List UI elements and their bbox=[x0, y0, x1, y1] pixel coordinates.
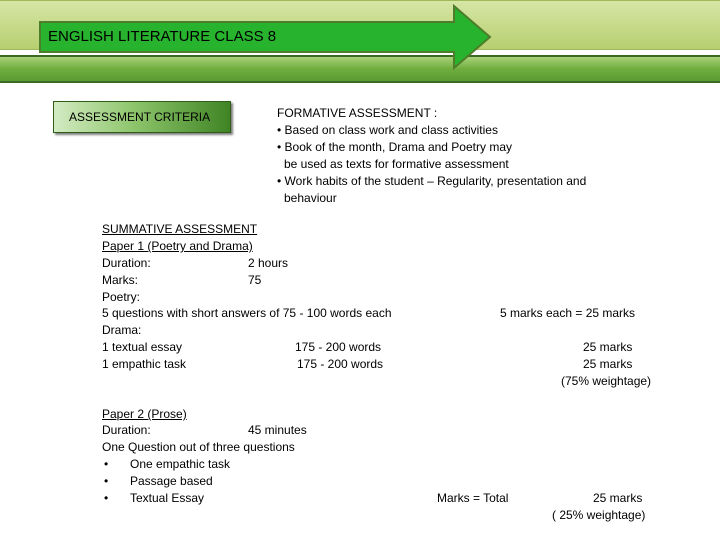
assessment-criteria-label: ASSESSMENT CRITERIA bbox=[69, 110, 211, 124]
paper2-duration-value: 45 minutes bbox=[248, 423, 307, 437]
poetry-label: Poetry: bbox=[102, 290, 141, 304]
essay-label: 1 textual essay bbox=[102, 340, 183, 354]
formative-bullet-text: Work habits of the student – Regularity, presentation and bbox=[284, 174, 587, 188]
formative-bullet-continuation: behaviour bbox=[284, 191, 337, 205]
paper2-bullet-text: Textual Essay bbox=[130, 491, 205, 505]
paper1-marks-label: Marks: bbox=[102, 273, 138, 287]
paper1-marks-value: 75 bbox=[248, 273, 262, 287]
formative-bullet-text: Book of the month, Drama and Poetry may bbox=[284, 140, 512, 154]
paper2-bullet-text: Passage based bbox=[130, 474, 213, 488]
formative-bullet-continuation: be used as texts for formative assessment bbox=[284, 157, 509, 171]
paper1-title: Paper 1 (Poetry and Drama) bbox=[102, 239, 253, 253]
essay-words: 175 - 200 words bbox=[295, 340, 382, 354]
empathic-task-label: 1 empathic task bbox=[102, 357, 187, 371]
poetry-marks: 5 marks each = 25 marks bbox=[500, 306, 636, 320]
summative-heading: SUMMATIVE ASSESSMENT bbox=[102, 222, 258, 236]
paper2-duration-label: Duration: bbox=[102, 423, 151, 437]
paper2-bullet-text: One empathic task bbox=[130, 457, 231, 471]
paper2-question-rule: One Question out of three questions bbox=[102, 440, 295, 454]
formative-bullet bbox=[277, 173, 586, 190]
formative-bullet-text: Based on class work and class activities bbox=[284, 123, 498, 137]
empathic-task-marks: 25 marks bbox=[583, 357, 633, 371]
empathic-task-words: 175 - 200 words bbox=[297, 357, 384, 371]
formative-bullet bbox=[277, 122, 498, 139]
marks-total-value: 25 marks bbox=[593, 491, 643, 505]
paper1-duration-label: Duration: bbox=[102, 256, 151, 270]
bullet-icon: • bbox=[104, 457, 109, 471]
paper2-weightage: ( 25% weightage) bbox=[552, 508, 646, 522]
bullet-icon: • bbox=[277, 140, 282, 154]
formative-heading: FORMATIVE ASSESSMENT : bbox=[277, 106, 438, 120]
poetry-description: 5 questions with short answers of 75 - 100 words each bbox=[102, 306, 392, 320]
paper1-weightage: (75% weightage) bbox=[561, 374, 652, 388]
bullet-icon: • bbox=[277, 174, 282, 188]
drama-label: Drama: bbox=[102, 323, 142, 337]
page-title: ENGLISH LITERATURE CLASS 8 bbox=[48, 28, 277, 45]
paper1-duration-value: 2 hours bbox=[248, 256, 289, 270]
essay-marks: 25 marks bbox=[583, 340, 633, 354]
paper2-title: Paper 2 (Prose) bbox=[102, 407, 187, 421]
marks-total-label: Marks = Total bbox=[437, 491, 509, 505]
formative-bullet bbox=[277, 139, 512, 156]
bullet-icon: • bbox=[277, 123, 282, 137]
bullet-icon: • bbox=[104, 474, 109, 488]
bullet-icon: • bbox=[104, 491, 109, 505]
